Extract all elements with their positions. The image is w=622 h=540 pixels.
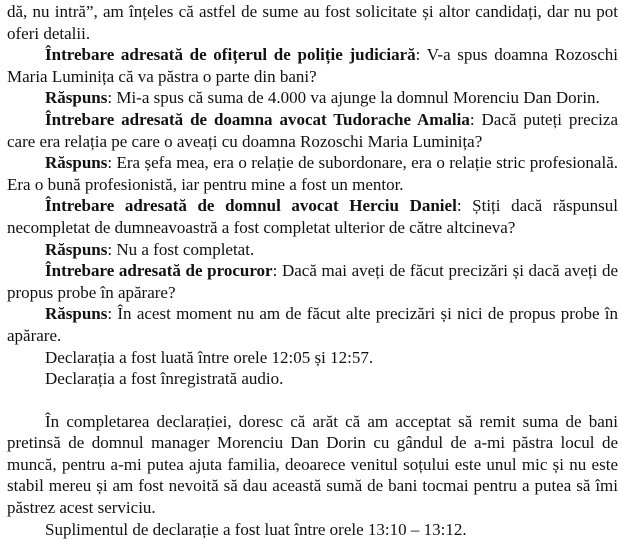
answer-4: [7, 303, 618, 346]
answer-text: : Nu a fost completat.: [107, 239, 255, 259]
paragraph-supplement: În completarea declarației, doresc că arăt că am acceptat să remit suma de bani pretinsă de domnul manager Morenciu Dan Dorin cu gândul de a-mi păstra locul de muncă, pentru a-mi putea ajuta familia, deoarece venitul soțului este unul mic și nu este stabil mereu și am fost nevoită să dau această sumă de bani tocmai pentru a putea să îmi păstrez acest serviciu.: [7, 411, 618, 518]
answer-2: [7, 152, 618, 195]
answer-label: Răspuns: [45, 304, 108, 324]
paragraph-spacer: [7, 390, 618, 411]
note-declaration-time: Declarația a fost luată între orele 12:05 și 12:57.: [45, 347, 374, 367]
question-label: Întrebare adresată de doamna avocat Tudorache Amalia: [45, 109, 470, 129]
question-text: : V-a spus doamna Rozoschi Maria Luminița că va păstra o parte din bani?: [7, 45, 618, 86]
answer-label: Răspuns: [45, 88, 108, 108]
question-text: : Dacă puteți preciza care era relația pe care o aveați cu doamna Rozoschi Maria Luminița?: [7, 109, 618, 151]
note-audio-recorded: Declarația a fost înregistrată audio.: [45, 369, 284, 389]
question-label: Întrebare adresată de ofițerul de poliție judiciară: [45, 45, 416, 65]
answer-label: Răspuns: [45, 239, 108, 259]
question-lawyer-herciu: [7, 195, 618, 238]
answer-text: : În acest moment nu am de făcut alte precizări și nici de propus probe în apărare.: [7, 304, 618, 345]
question-police-officer: [7, 44, 618, 87]
question-prosecutor: [7, 260, 618, 303]
answer-label: Răspuns: [45, 153, 108, 173]
answer-text: : Mi-a spus că suma de 4.000 va ajunge la domnul Morenciu Dan Dorin.: [107, 88, 600, 108]
question-text: : Știți dacă răspunsul necompletat de dumneavoastră a fost completat ulterior de către altcineva?: [7, 196, 618, 237]
answer-1: [7, 87, 618, 109]
question-label: Întrebare adresată de procuror: [45, 261, 273, 281]
question-text: : Dacă mai aveți de făcut precizări și dacă aveți de propus probe în apărare?: [7, 261, 618, 302]
question-label: Întrebare adresată de domnul avocat Herciu Daniel: [45, 196, 457, 216]
answer-text: : Era șefa mea, era o relație de subordonare, era o relație stric profesională. Era o bună profesionistă, iar pentru mine a fost un mentor.: [7, 153, 618, 194]
question-lawyer-tudorache: [7, 109, 618, 152]
paragraph-intro: dă, nu intră”, am înțeles că astfel de sume au fost solicitate și altor candidați, dar nu pot oferi detalii.: [7, 2, 618, 43]
note-supplement-time: Suplimentul de declarație a fost luat între orele 13:10 – 13:12.: [45, 519, 467, 539]
answer-3: [7, 239, 618, 261]
